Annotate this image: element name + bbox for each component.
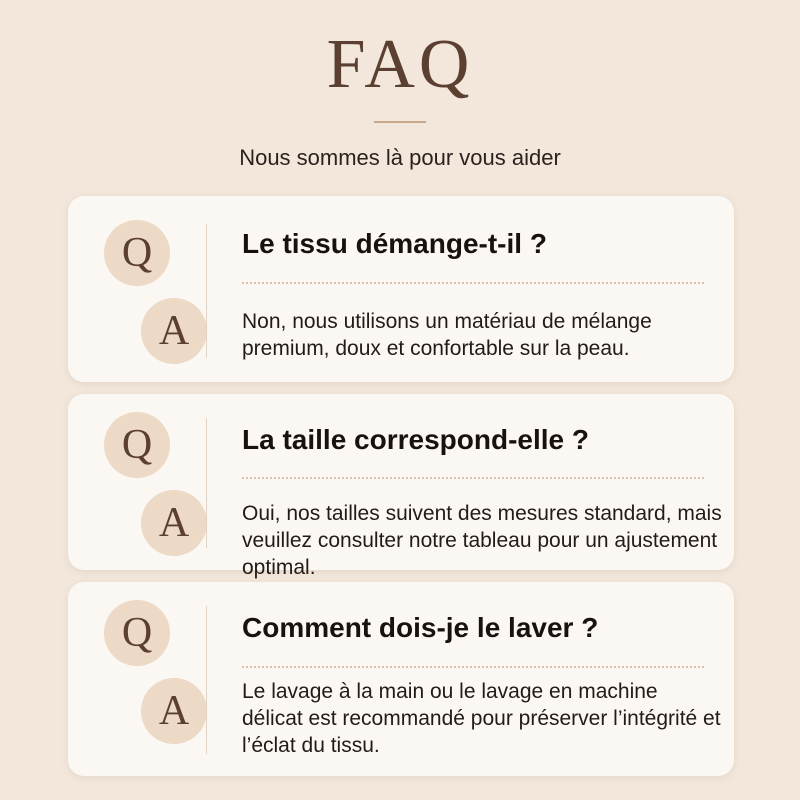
page-title: FAQ bbox=[326, 26, 474, 103]
answer-badge: A bbox=[141, 678, 207, 744]
faq-answer: Le lavage à la main ou le lavage en machine délicat est recommandé pour préserver l’intégrité et l’éclat du tissu. bbox=[242, 680, 721, 757]
dotted-separator bbox=[242, 477, 704, 479]
answer-badge: A bbox=[141, 490, 207, 556]
question-badge: Q bbox=[104, 220, 170, 286]
title-divider bbox=[374, 121, 426, 123]
faq-card-3[interactable] bbox=[68, 582, 734, 776]
dotted-separator bbox=[242, 666, 704, 668]
faq-answer: Non, nous utilisons un matériau de mélange premium, doux et confortable sur la peau. bbox=[242, 310, 652, 360]
faq-card-2[interactable] bbox=[68, 394, 734, 579]
card-divider-vertical bbox=[206, 418, 207, 548]
question-badge: Q bbox=[104, 412, 170, 478]
faq-question[interactable]: Le tissu démange-t-il ? bbox=[242, 228, 547, 259]
faq-card-1[interactable] bbox=[68, 196, 734, 382]
card-divider-vertical bbox=[206, 606, 207, 754]
question-badge: Q bbox=[104, 600, 170, 666]
faq-answer: Oui, nos tailles suivent des mesures standard, mais veuillez consulter notre tableau pour un ajustement optimal. bbox=[242, 502, 722, 579]
faq-question[interactable]: La taille correspond-elle ? bbox=[242, 424, 589, 455]
answer-badge: A bbox=[141, 298, 207, 364]
faq-question[interactable]: Comment dois-je le laver ? bbox=[242, 612, 599, 643]
card-divider-vertical bbox=[206, 224, 207, 358]
dotted-separator bbox=[242, 282, 704, 284]
page-subtitle: Nous sommes là pour vous aider bbox=[239, 145, 561, 170]
